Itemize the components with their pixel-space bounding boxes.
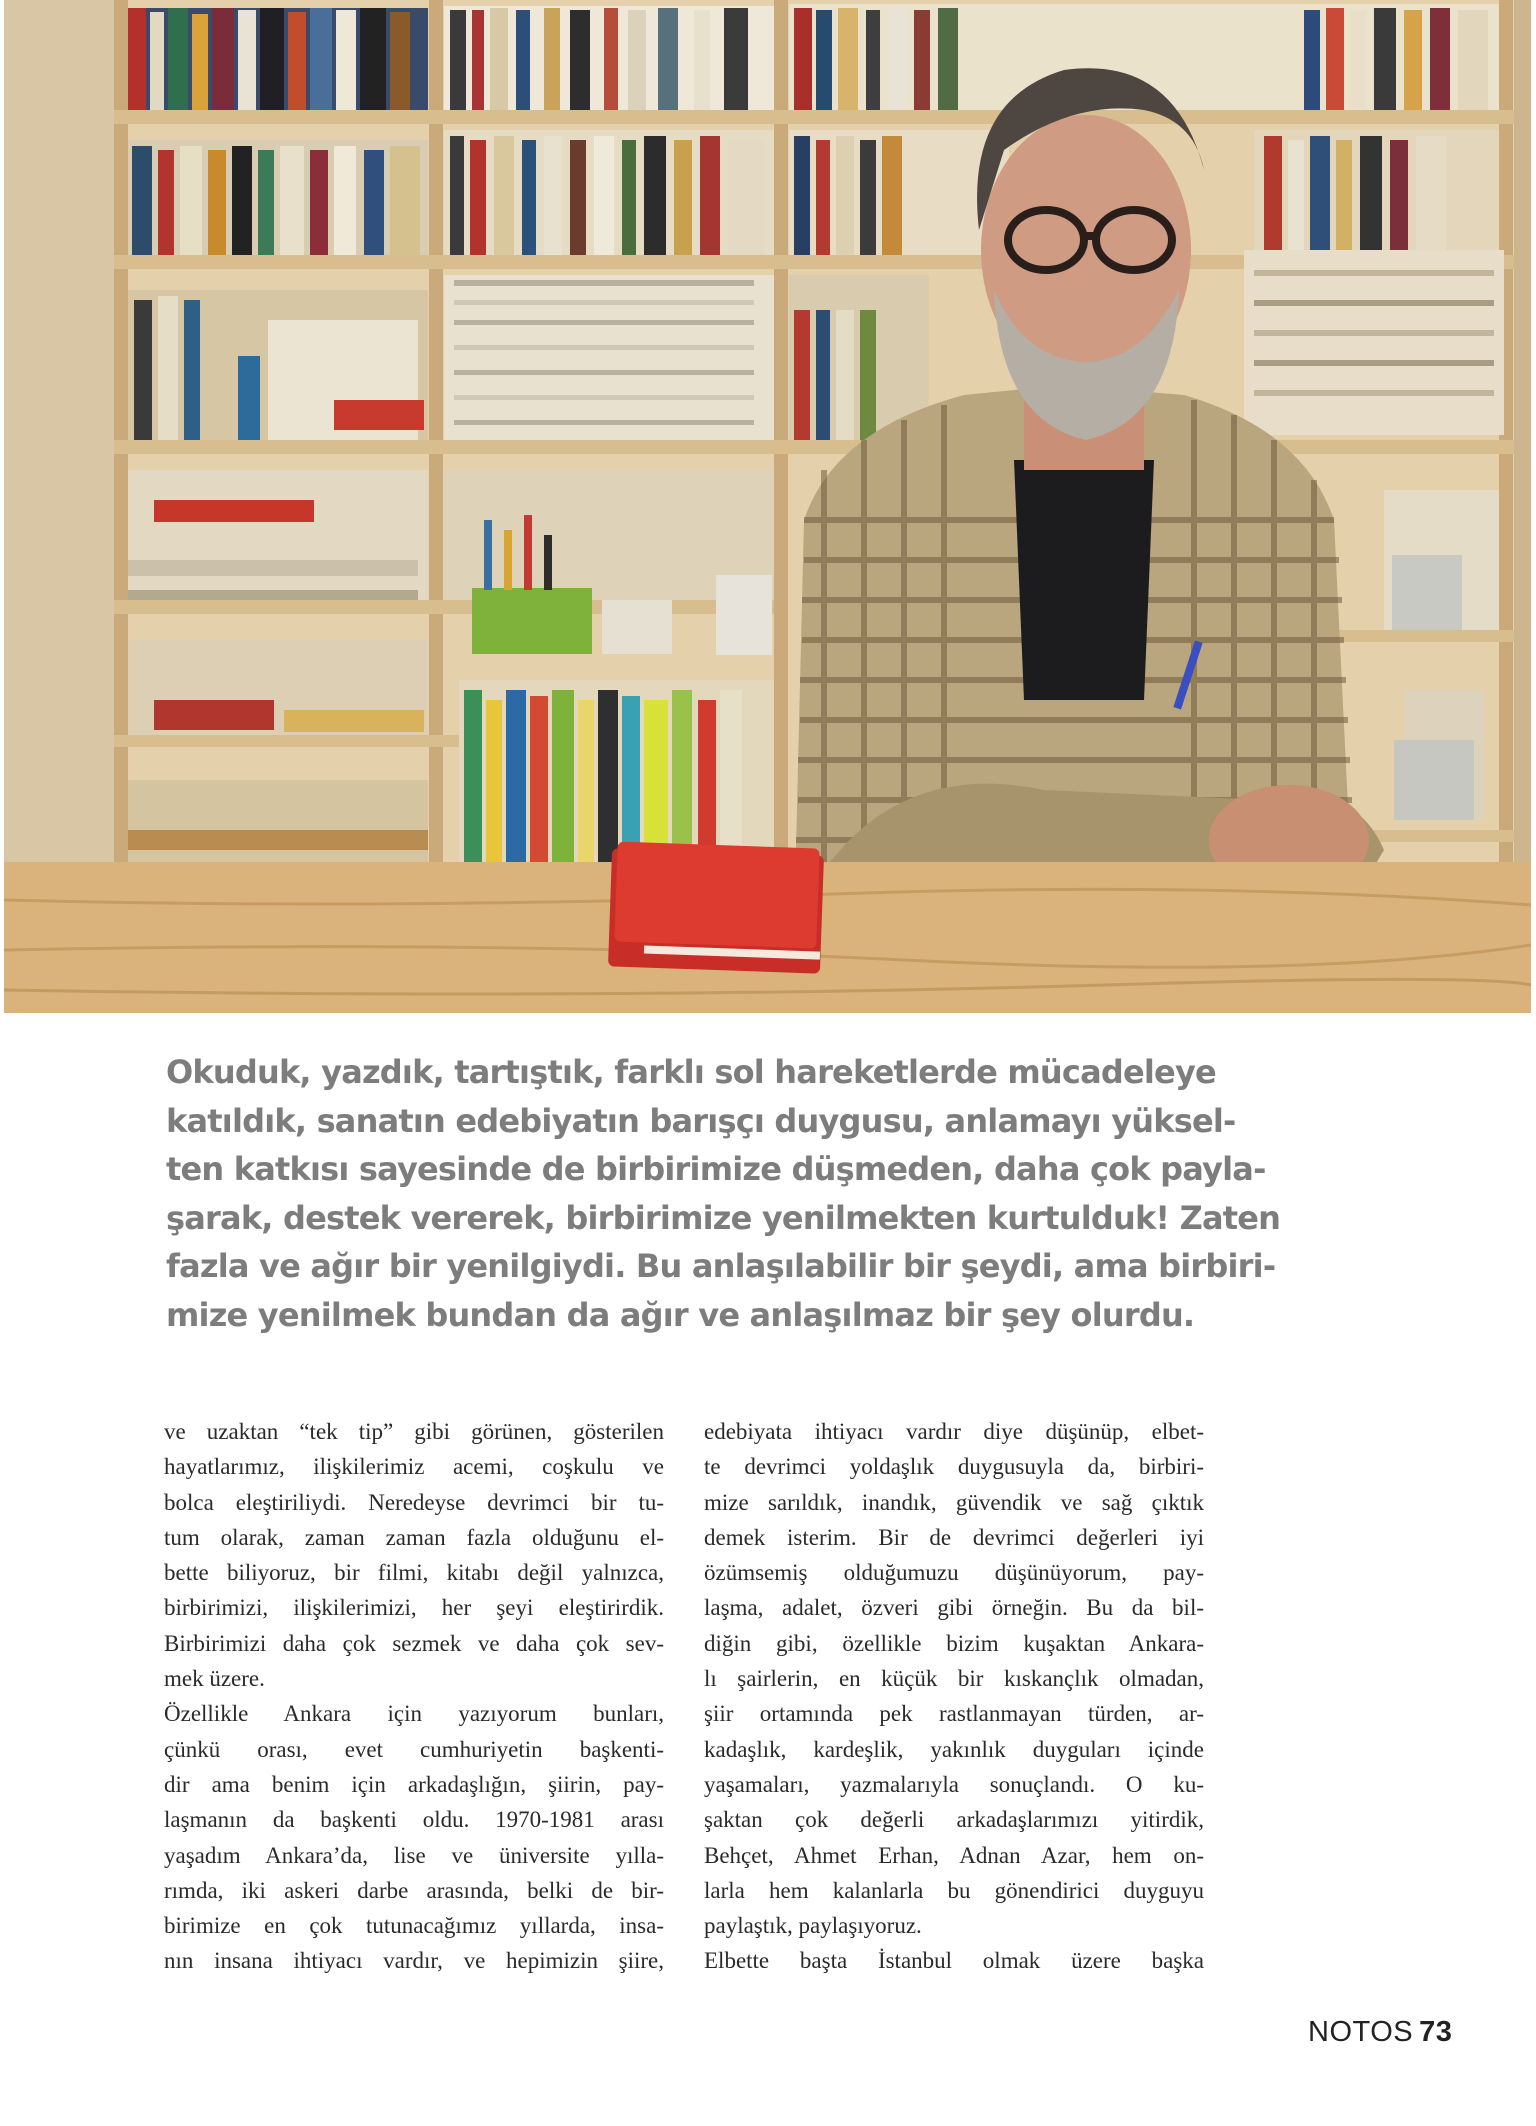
text-line: rımda, iki askeri darbe arasında, belki de bir- bbox=[164, 1877, 664, 1903]
paragraph bbox=[704, 1943, 1204, 1978]
pull-quote-line: fazla ve ağır bir yenilgiydi. Bu anlaşılabilir bir şeydi, ama birbiri- bbox=[166, 1247, 1276, 1285]
text-line: şaktan çok değerli arkadaşlarımızı yitirdik, bbox=[704, 1807, 1204, 1833]
text-line: mek üzere. bbox=[164, 1666, 265, 1692]
pull-quote-line: katıldık, sanatın edebiyatın barışçı duygusu, anlamayı yüksel- bbox=[166, 1101, 1236, 1140]
pull-quote bbox=[166, 1048, 1281, 1339]
text-line: edebiyata ihtiyacı vardır diye düşünüp, elbet- bbox=[704, 1419, 1204, 1444]
author-photo bbox=[4, 0, 1531, 1013]
text-line: bette biliyoruz, bir filmi, kitabı değil yalnızca, bbox=[164, 1560, 664, 1586]
text-line: Behçet, Ahmet Erhan, Adnan Azar, hem on- bbox=[704, 1842, 1204, 1868]
text-line: birimize en çok tutunacağımız yıllarda, insa- bbox=[164, 1913, 664, 1939]
text-line: özümsemiş olduğumuzu düşünüyorum, pay- bbox=[704, 1560, 1204, 1586]
text-line: yaşamaları, yazmalarıyla sonuçlandı. O ku- bbox=[704, 1771, 1204, 1797]
text-line: Özellikle Ankara için yazıyorum bunları, bbox=[164, 1701, 664, 1727]
text-line: yaşadım Ankara’da, lise ve üniversite yılla- bbox=[164, 1842, 664, 1868]
pull-quote-line: ten katkısı sayesinde de birbirimize düşmeden, daha çok payla- bbox=[166, 1150, 1266, 1188]
text-line: tum olarak, zaman zaman fazla olduğunu el- bbox=[164, 1524, 664, 1550]
text-line: laşmanın da başkenti oldu. 1970-1981 arası bbox=[164, 1807, 664, 1833]
text-line: ve uzaktan “tek tip” gibi görünen, gösterilen bbox=[164, 1419, 664, 1444]
text-line: laşma, adalet, özveri gibi örneğin. Bu da bil- bbox=[704, 1595, 1204, 1621]
paragraph bbox=[164, 1414, 664, 1696]
body-column-left bbox=[164, 1414, 664, 1979]
red-notebook bbox=[608, 842, 824, 974]
text-line: çünkü orası, evet cumhuriyetin başkenti- bbox=[164, 1736, 664, 1762]
text-line: Elbette başta İstanbul olmak üzere başka bbox=[704, 1948, 1204, 1974]
text-line: diğin gibi, özellikle bizim kuşaktan Ankara- bbox=[704, 1630, 1204, 1656]
pull-quote-line: şarak, destek vererek, birbirimize yenilmekten kurtulduk! Zaten bbox=[166, 1198, 1281, 1237]
text-line: dir ama benim için arkadaşlığın, şiirin, pay- bbox=[164, 1771, 664, 1797]
paragraph bbox=[164, 1696, 664, 1978]
text-line: bolca eleştiriliydi. Neredeyse devrimci bir tu- bbox=[164, 1489, 664, 1515]
page-number: 73 bbox=[1419, 2016, 1453, 2048]
body-column-right bbox=[704, 1414, 1204, 1979]
pull-quote-line: mize yenilmek bundan da ağır ve anlaşılmaz bir şey olurdu. bbox=[166, 1295, 1195, 1334]
text-line: nın insana ihtiyacı vardır, ve hepimizin şiire, bbox=[164, 1948, 664, 1974]
page-folio bbox=[1308, 2016, 1452, 2049]
text-line: kadaşlık, kardeşlik, yakınlık duyguları içinde bbox=[704, 1736, 1204, 1762]
text-line: Birbirimizi daha çok sezmek ve daha çok sev- bbox=[164, 1630, 664, 1656]
text-line: te devrimci yoldaşlık duygusuyla da, birbiri- bbox=[704, 1454, 1204, 1480]
paragraph bbox=[704, 1414, 1204, 1943]
text-line: hayatlarımız, ilişkilerimiz acemi, coşkulu ve bbox=[164, 1454, 664, 1480]
text-line: paylaştık, paylaşıyoruz. bbox=[704, 1913, 922, 1939]
text-line: demek isterim. Bir de devrimci değerleri iyi bbox=[704, 1524, 1204, 1550]
text-line: larla hem kalanlarla bu gönendirici duyguyu bbox=[704, 1877, 1204, 1903]
pull-quote-line: Okuduk, yazdık, tartıştık, farklı sol hareketlerde mücadeleye bbox=[166, 1053, 1216, 1091]
text-line: mize sarıldık, inandık, güvendik ve sağ çıktık bbox=[704, 1489, 1204, 1515]
text-line: lı şairlerin, en küçük bir kıskançlık olmadan, bbox=[704, 1666, 1204, 1692]
text-line: şiir ortamında pek rastlanmayan türden, ar- bbox=[704, 1701, 1204, 1727]
magazine-name: NOTOS bbox=[1308, 2016, 1414, 2048]
text-line: birbirimizi, ilişkilerimizi, her şeyi eleştirirdik. bbox=[164, 1595, 664, 1621]
